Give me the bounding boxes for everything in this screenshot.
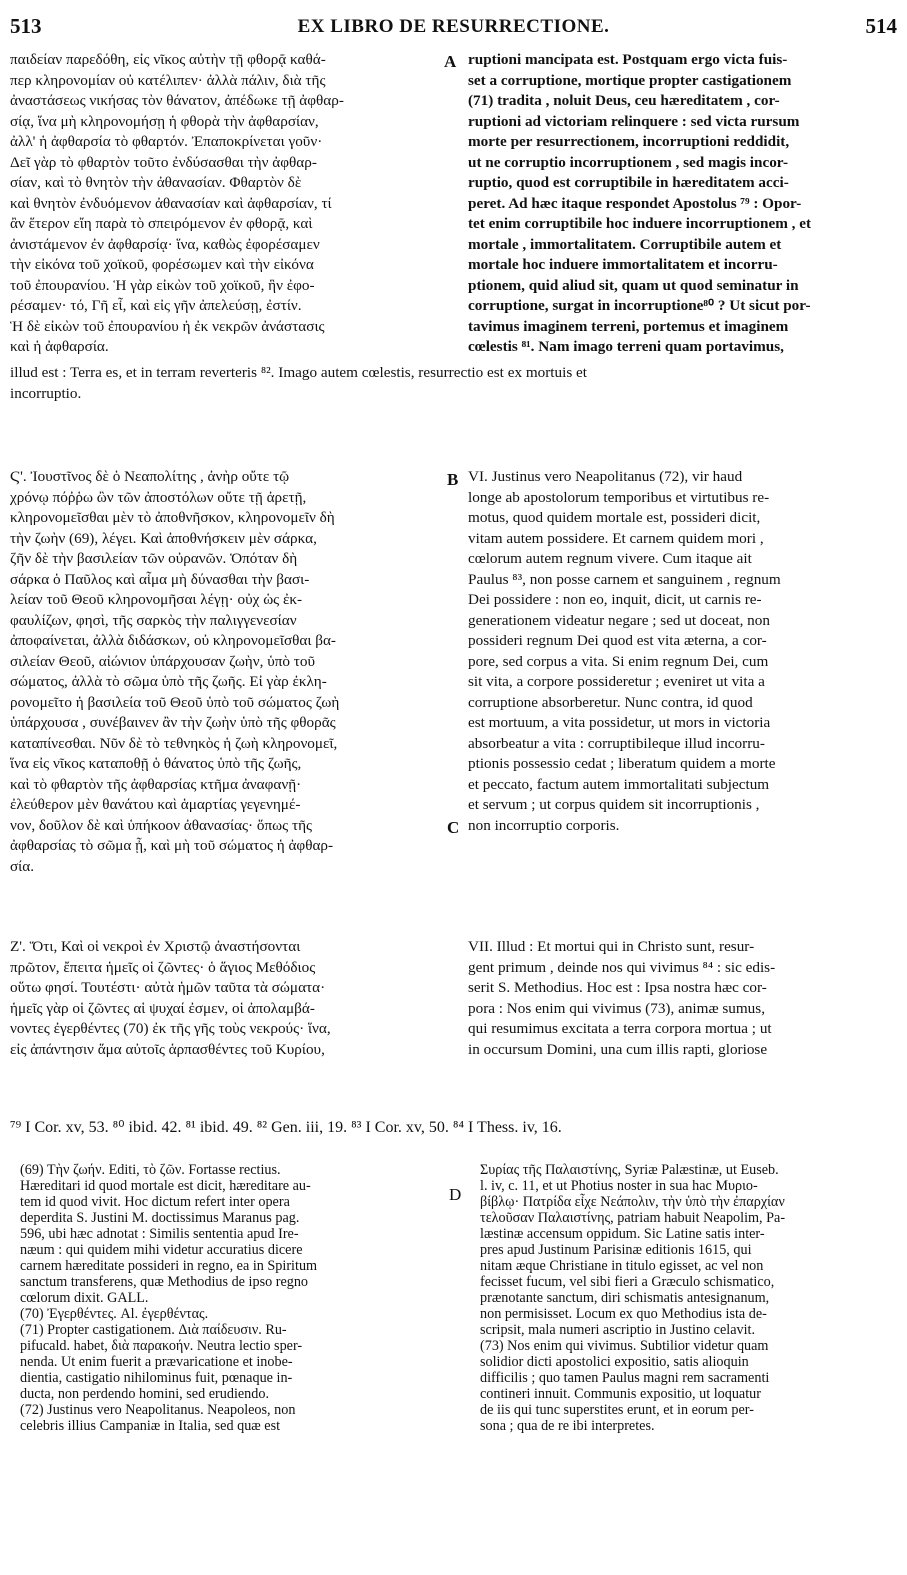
greek-column-middle: Ϛ'. Ἰουστῖνος δὲ ὁ Νεαπολίτης , ἀνὴρ οὔτε τῷ χρόνῳ πόῤῥω ὢν τῶν ἀποστόλων οὔτε τῇ ἀρετῇ, κληρονομεῖσθαι μὲν τὸ ἀποθνῆσκον, κληρονομεῖν δὴ τὴν ζωὴν (69), λέγει. Καὶ ἀποθνήσκειν μὲν σάρκα, ζῆν δὲ τὴν βασιλείαν τῶν οὐρανῶν. Ὁπόταν δὴ σάρκα ὁ Παῦλος καὶ αἷμα μὴ δύνασθαι τὴν βασι- λείαν τοῦ Θεοῦ κληρονομῆσαι λέγῃ· οὐχ ὡς ἐκ- φαυλίζων, φησὶ, τῆς σαρκὸς τὴν παλιγγενεσίαν ἀποφαίνεται, ἀλλὰ διδάσκων, οὐ κληρονομεῖσθαι βα- σιλείαν Θεοῦ, αἰώνιον ὑπάρχουσαν ζωὴν, ὑπὸ τοῦ σώματος, ἀλλὰ τὸ σῶμα ὑπὸ τῆς ζωῆς. Εἰ γὰρ ἐκλη- ρονομεῖτο ἡ βασιλεία τοῦ Θεοῦ ὑπὸ τοῦ σώματος ζωὴ ὑπάρχουσα , συνέβαινεν ἂν τὴν ζωὴν ὑπὸ τῆς φθορᾶς καταπίνεσθαι. Νῦν δὲ τὸ τεθνηκὸς ἡ ζωὴ κληρονομεῖ, ἵνα εἰς νῖκος καταποθῇ ὁ θάνατος ὑπὸ τῆς ζωῆς, καὶ τὸ φθαρτὸν τῆς ἀφθαρσίας κτῆμα ἀναφανῇ· ἐλεύθερον μὲν θανάτου καὶ ἁμαρτίας γεγενημέ- νον, δοῦλον δὲ καὶ ὑπήκοον ἀθανασίας· ὅπως τῆς ἀφθαρσίας τὸ σῶμα ᾖ, καὶ μὴ τοῦ σώματος ἡ ἀφθαρ- σία. — [10, 468, 340, 875]
left-page-number: 513 — [10, 14, 42, 38]
footnotes-right: Συρίας τῆς Παλαιστίνης, Syriæ Palæstinæ, ut Euseb. l. iv, c. 11, et ut Photius noster in sua hac Μυριο- βίβλῳ· Πατρίδα εἶχε Νεάπολιν, τὴν ὑπὸ τὴν ἐπαρχίαν τελοῦσαν Παλαιστίνης, patriam habuit Neapolim, Pa- læstinæ accensum oppidum. Sic Latine satis inter- pres apud Justinum Parisinæ editionis 1615, qui nitam æque Christiane in titulo egisset, ac vel non fecisset fucum, vel sibi fieri a Græculo schismatico, prænotante sanctum, diri schismatis antesignanum, non permisisset. Locum ex quo Methodius ista de- scripsit, mala numeri ascriptio in Justino celavit. (73) Nos enim qui vivimus. Subtilior videtur quam solidior dicti apostolici expositio, satis alioquin difficilis ; quo tamen Paulus magni rem sacramenti contineri innuit. Communis expositio, ut loquatur de iis qui tunc superstites erunt, et in eorum per- sona ; qua de re ibi interpretes. — [480, 1162, 786, 1434]
greek-column-top: παιδείαν παρεδόθη, εἰς νῖκος αὐτὴν τῇ φθορᾷ καθά- περ κληρονομίαν οὐ κατέλιπεν· ἀλλὰ πάλιν, διὰ τῆς ἀναστάσεως νικήσας τὸν θάνατον, ἀπέδωκε τῇ ἀφθαρ- σίᾳ, ἵνα μὴ κληρονομήσῃ ἡ φθορὰ τὴν ἀφθαρσίαν, ἀλλ' ἡ ἀφθαρσία τὸ φθαρτόν. Ἐπαποκρίνεται γοῦν· Δεῖ γὰρ τὸ φθαρτὸν τοῦτο ἐνδύσασθαι τὴν ἀφθαρ- σίαν, καὶ τὸ θνητὸν τὴν ἀθανασίαν. Φθαρτὸν δὲ καὶ θνητὸν ἐνδυόμενον ἀθανασίαν καὶ ἀφθαρσίαν, τί ἂν ἕτερον εἴη παρὰ τὸ σπειρόμενον ἐν φθορᾷ, καὶ ἀνιστάμενον ἐν ἀφθαρσίᾳ· ἵνα, καθὼς ἐφορέσαμεν τὴν εἰκόνα τοῦ χοϊκοῦ, φορέσωμεν καὶ τὴν εἰκόνα τοῦ ἐπουρανίου. Ἡ γὰρ εἰκὼν τοῦ χοϊκοῦ, ἣν ἐφο- ρέσαμεν· τό, Γῆ εἶ, καὶ εἰς γῆν ἀπελεύσῃ, ἐστίν. Ἡ δὲ εἰκὼν τοῦ ἐπουρανίου ἡ ἐκ νεκρῶν ἀνάστασις καὶ ἡ ἀφθαρσία. — [10, 51, 344, 355]
right-page-number: 514 — [865, 14, 897, 38]
latin-column-bottom: VII. Illud : Et mortui qui in Christo sunt, resur- gent primum , deinde nos qui vivimus ⁸⁴ : sic edis- serit S. Methodius. Hoc est : Ipsa nostra hæc cor- pora : Nos enim qui vivimus (73), animæ sumus, qui resumimus excitata a terra corpora mortua ; ut in occursum Domini, una cum illis rapti, gloriose — [468, 938, 776, 1058]
page-header — [10, 14, 897, 44]
section-marker-c: C — [447, 818, 460, 837]
running-title: EX LIBRO DE RESURRECTIONE. — [297, 16, 610, 37]
footnotes-left: (69) Τὴν ζωήν. Editi, τὸ ζῶν. Fortasse rectius. Hæreditari id quod mortale est dicit, hæreditare au- tem id quod vivit. Hoc dictum refert inter opera deperdita S. Justini M. doctissimus Maranus pag. 596, ubi hæc adnotat : Similis sententia apud Ire- næum : qui quidem mihi videtur accuratius dicere carnem hæreditate possideri in regno, ea in Spiritum sanctum transferens, quæ Methodius de ipso regno cœlorum dixit. GALL. (70) Ἐγερθέντες. Al. ἐγερθέντας. (71) Propter castigationem. Διὰ παίδευσιν. Ru- pifucald. habet, διὰ παρακοήν. Neutra lectio sper- nenda. Ut enim fuerit a prævaricatione et inobe- dientia, castigatio nihilominus fuit, pœnaque in- ducta, non perdendo homini, sed erudiendo. (72) Justinus vero Neapolitanus. Neapoleos, non celebris illius Campaniæ in Italia, sed quæ est — [20, 1162, 318, 1434]
section-marker-a: A — [444, 52, 457, 71]
greek-column-bottom: Ζ'. Ὅτι, Καὶ οἱ νεκροὶ ἐν Χριστῷ ἀναστήσονται πρῶτον, ἔπειτα ἡμεῖς οἱ ζῶντες· ὁ ἅγιος Μεθόδιος οὕτω φησί. Τουτέστι· αὐτὰ ἡμῶν ταῦτα τὰ σώματα· ἡμεῖς γὰρ οἱ ζῶντες αἱ ψυχαί ἐσμεν, οἱ ἀπολαμβά- νοντες ἐγερθέντες (70) ἐκ τῆς γῆς τοὺς νεκρούς· ἵνα, εἰς ἀπάντησιν ἅμα αὐτοῖς ἁρπασθέντες τοῦ Κυρίου, — [10, 938, 331, 1058]
latin-column-top: ruptioni mancipata est. Postquam ergo victa fuis- set a corruptione, mortique propter castigationem (71) tradita , noluit Deus, ceu hæreditatem , cor- ruptioni ad victoriam relinquere : sed victa rursum morte per resurrectionem, incorruptioni reddidit, ut ne corruptio incorruptionem , sed magis incor- ruptio, quod est corruptibile in hæreditatem acci- peret. Ad hæc itaque respondet Apostolus ⁷⁹ : Opor- tet enim corruptibile hoc induere incorruptionem , et mortale , immortalitatem. Corruptibile autem et mortale hoc induere immortalitatem et incorru- ptionem, quid aliud sit, quam ut quod seminatur in corruptione, surgat in incorruptione⁸⁰ ? Ut sicut por- tavimus imaginem terreni, portemus et imaginem cœlestis ⁸¹. Nam imago terreni quam portavimus, — [468, 51, 812, 355]
section-marker-d: D — [449, 1185, 462, 1204]
section-marker-b: B — [447, 470, 459, 489]
latin-column-middle: VI. Justinus vero Neapolitanus (72), vir haud longe ab apostolorum temporibus et virtutibus re- motus, quod quidem mortale est, possideri dicit, vitam autem possidere. Et carnem quidem mori , cœlorum autem regnum vivere. Cum itaque ait Paulus ⁸³, non posse carnem et sanguinem , regnum Dei possidere : non eo, inquit, dicit, ut carnis re- generationem videatur negare ; sed ut doceat, non possideri regnum Dei quod est vita æterna, a cor- pore, sed corpus a vita. Si enim regnum Dei, cum sit vita, a corpore possideretur ; eveniret ut vita a corruptione absorberetur. Nunc contra, id quod est mortuum, a vita possidetur, ut mors in victoria absorbeatur a vita : corruptibileque illud incorru- ptionis possessio cedat ; liberatum quidem a morte et peccato, factum autem immortalitati subjectum et servum ; ut corpus quidem sit incorruptionis , non incorruptio corporis. — [468, 468, 781, 834]
full-width-line: illud est : Terra es, et in terram reverteris ⁸². Imago autem cœlestis, resurrectio est ex mortuis et incorruptio. — [10, 364, 587, 402]
scripture-references: ⁷⁹ I Cor. xv, 53. ⁸⁰ ibid. 42. ⁸¹ ibid. 49. ⁸² Gen. iii, 19. ⁸³ I Cor. xv, 50. ⁸⁴ I Thess. iv, 16. — [10, 1119, 562, 1136]
